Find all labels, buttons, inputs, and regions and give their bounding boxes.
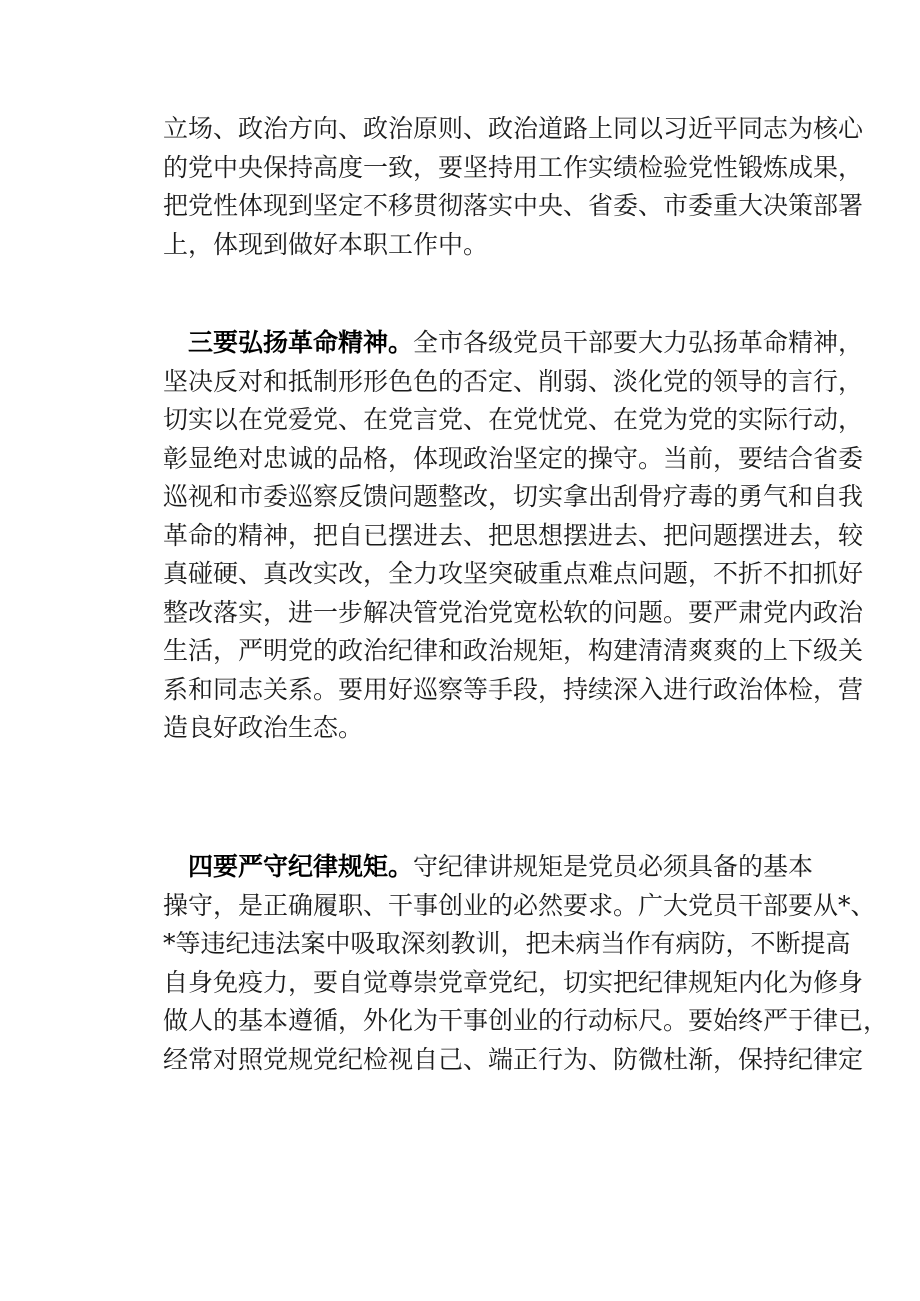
paragraph-line: 真碰硬、真改实改，全力攻坚突破重点难点问题，不折不扣抓好 bbox=[163, 559, 864, 588]
section-heading-inline: 三要弘扬革命精神。 bbox=[188, 328, 414, 357]
paragraph-first-line-text: 守纪律讲规矩是党员必须具备的基本 bbox=[413, 852, 814, 881]
paragraph-1 bbox=[163, 110, 864, 264]
paragraph-line: 整改落实，进一步解决管党治党宽松软的问题。要严肃党内政治 bbox=[163, 597, 864, 627]
paragraph-line: 切实以在党爱党、在党言党、在党忧党、在党为党的实际行动， bbox=[163, 405, 864, 434]
paragraph-line: 革命的精神，把自已摆进去、把思想摆进去、把问题摆进去，较 bbox=[163, 520, 864, 550]
paragraph-first-line bbox=[163, 848, 814, 887]
paragraph-line: 经常对照党规党纪检视自己、端正行为、防微杜渐，保持纪律定 bbox=[163, 1044, 864, 1074]
paragraph-line: 生活，严明党的政治纪律和政治规矩，构建清清爽爽的上下级关 bbox=[163, 636, 864, 665]
paragraph-2 bbox=[163, 324, 864, 748]
paragraph-line: 巡视和市委巡察反馈问题整改，切实拿出刮骨疗毒的勇气和自我 bbox=[163, 482, 864, 511]
paragraph-line: 造良好政治生态。 bbox=[163, 713, 364, 742]
paragraph-line: 把党性体现到坚定不移贯彻落实中央、省委、市委重大决策部署 bbox=[163, 191, 864, 220]
paragraph-line: 的党中央保持高度一致，要坚持用工作实绩检验党性锻炼成果， bbox=[163, 152, 864, 182]
paragraph-line: 立场、政治方向、政治原则、政治道路上同以习近平同志为核心 bbox=[163, 114, 864, 143]
paragraph-first-line bbox=[163, 324, 864, 363]
paragraph-line: 坚决反对和抵制形形色色的否定、削弱、淡化党的领导的言行， bbox=[163, 366, 864, 396]
section-heading-inline: 四要严守纪律规矩。 bbox=[188, 852, 414, 881]
paragraph-line: *等违纪违法案中吸取深刻教训，把未病当作有病防，不断提高 bbox=[163, 929, 851, 958]
paragraph-line: 自身免疫力，要自觉尊崇党章党纪，切实把纪律规矩内化为修身 bbox=[163, 967, 864, 997]
paragraph-first-line-text: 全市各级党员干部要大力弘扬革命精神， bbox=[413, 328, 864, 357]
paragraph-line: 做人的基本遵循，外化为干事创业的行动标尺。要始终严于律已， bbox=[163, 1006, 889, 1035]
paragraph-line: 系和同志关系。要用好巡察等手段，持续深入进行政治体检，营 bbox=[163, 674, 864, 704]
paragraph-line: 上，体现到做好本职工作中。 bbox=[163, 229, 489, 259]
paragraph-line: 操守，是正确履职、干事创业的必然要求。广大党员干部要从*、 bbox=[163, 890, 876, 920]
paragraph-line: 彰显绝对忠诚的品格，体现政治坚定的操守。当前，要结合省委 bbox=[163, 443, 864, 473]
paragraph-3 bbox=[163, 848, 889, 1079]
